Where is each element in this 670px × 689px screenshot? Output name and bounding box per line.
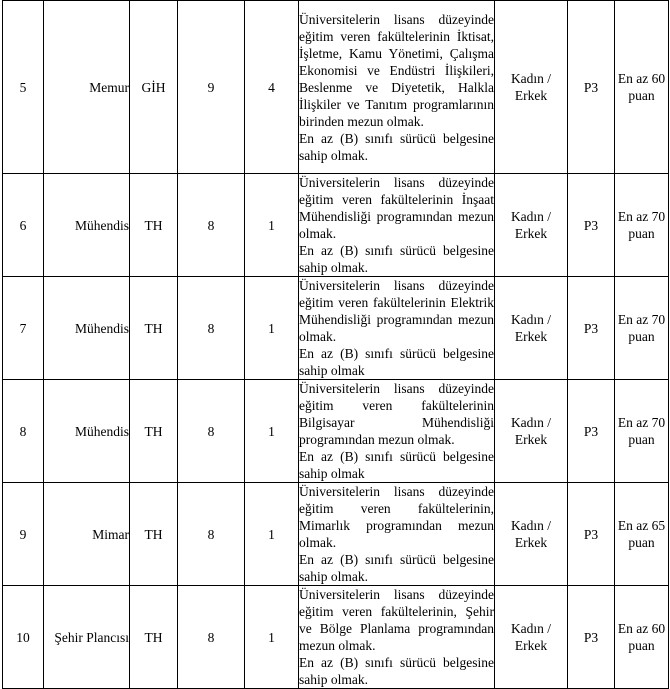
job-grade: 8: [178, 586, 245, 689]
min-score: En az 70 puan: [615, 380, 669, 483]
qualification-text: Üniversitelerin lisans düzeyinde eğitim veren fakültelerinin, Mimarlık programından mezun olmak.: [299, 484, 494, 550]
positions-table: [2, 0, 669, 689]
job-grade: 8: [178, 380, 245, 483]
table-row: [3, 1, 669, 174]
job-class: TH: [130, 174, 178, 277]
row-number: 6: [3, 174, 44, 277]
job-grade: 8: [178, 277, 245, 380]
qualification-text: Üniversitelerin lisans düzeyinde eğitim veren fakültelerinin, Şehir ve Bölge Planlama programından mezun olmak.: [299, 587, 494, 653]
qualification-cell: [299, 483, 495, 586]
table-row: [3, 483, 669, 586]
position-count: 1: [245, 380, 299, 483]
job-grade: 8: [178, 483, 245, 586]
gender: Kadın / Erkek: [495, 1, 568, 174]
table-row: [3, 174, 669, 277]
qualification-cell: [299, 380, 495, 483]
min-score: En az 60 puan: [615, 586, 669, 689]
row-number: 5: [3, 1, 44, 174]
kpss-type: P3: [568, 483, 615, 586]
kpss-type: P3: [568, 380, 615, 483]
job-title: Memur: [44, 1, 130, 174]
gender: Kadın / Erkek: [495, 380, 568, 483]
table-body: [3, 1, 669, 689]
license-text: En az (B) sınıfı sürücü belgesine sahip olmak: [299, 449, 494, 481]
position-count: 4: [245, 1, 299, 174]
min-score: En az 70 puan: [615, 174, 669, 277]
kpss-type: P3: [568, 586, 615, 689]
row-number: 9: [3, 483, 44, 586]
job-title: Mimar: [44, 483, 130, 586]
qualification-text: Üniversitelerin lisans düzeyinde eğitim veren fakültelerinin İktisat, İşletme, Kamu Yönetimi, Çalışma Ekonomisi ve Endüstri İlişkileri, Beslenme ve Diyetetik, Halkla İlişkiler ve Tanıtım programlarının birinden mezun olmak.: [299, 11, 494, 129]
table-row: [3, 380, 669, 483]
qualification-text: Üniversitelerin lisans düzeyinde eğitim veren fakültelerinin İnşaat Mühendisliği programından mezun olmak.: [299, 175, 494, 241]
license-text: En az (B) sınıfı sürücü belgesine sahip olmak: [299, 346, 494, 378]
qualification-cell: [299, 586, 495, 689]
gender: Kadın / Erkek: [495, 586, 568, 689]
row-number: 7: [3, 277, 44, 380]
job-grade: 9: [178, 1, 245, 174]
job-class: TH: [130, 277, 178, 380]
kpss-type: P3: [568, 174, 615, 277]
qualification-cell: [299, 174, 495, 277]
position-count: 1: [245, 483, 299, 586]
row-number: 10: [3, 586, 44, 689]
gender: Kadın / Erkek: [495, 277, 568, 380]
table-row: [3, 277, 669, 380]
job-class: TH: [130, 380, 178, 483]
qualification-text: Üniversitelerin lisans düzeyinde eğitim veren fakültelerinin Bilgisayar Mühendisliği programından mezun olmak.: [299, 381, 494, 447]
position-count: 1: [245, 174, 299, 277]
license-text: En az (B) sınıfı sürücü belgesine sahip olmak.: [299, 130, 494, 163]
job-class: GİH: [130, 1, 178, 174]
job-title: Mühendis: [44, 174, 130, 277]
qualification-text: Üniversitelerin lisans düzeyinde eğitim veren fakültelerinin Elektrik Mühendisliği programından mezun olmak.: [299, 278, 494, 344]
job-grade: 8: [178, 174, 245, 277]
row-number: 8: [3, 380, 44, 483]
job-title: Şehir Plancısı: [44, 586, 130, 689]
license-text: En az (B) sınıfı sürücü belgesine sahip olmak.: [299, 655, 494, 687]
job-class: TH: [130, 483, 178, 586]
license-text: En az (B) sınıfı sürücü belgesine sahip olmak.: [299, 243, 494, 275]
min-score: En az 70 puan: [615, 277, 669, 380]
job-title: Mühendis: [44, 277, 130, 380]
gender: Kadın / Erkek: [495, 483, 568, 586]
qualification-cell: [299, 277, 495, 380]
table-row: [3, 586, 669, 689]
min-score: En az 60 puan: [615, 1, 669, 174]
license-text: En az (B) sınıfı sürücü belgesine sahip olmak.: [299, 552, 494, 584]
kpss-type: P3: [568, 277, 615, 380]
gender: Kadın / Erkek: [495, 174, 568, 277]
position-count: 1: [245, 277, 299, 380]
min-score: En az 65 puan: [615, 483, 669, 586]
job-title: Mühendis: [44, 380, 130, 483]
qualification-cell: [299, 1, 495, 174]
kpss-type: P3: [568, 1, 615, 174]
position-count: 1: [245, 586, 299, 689]
job-class: TH: [130, 586, 178, 689]
